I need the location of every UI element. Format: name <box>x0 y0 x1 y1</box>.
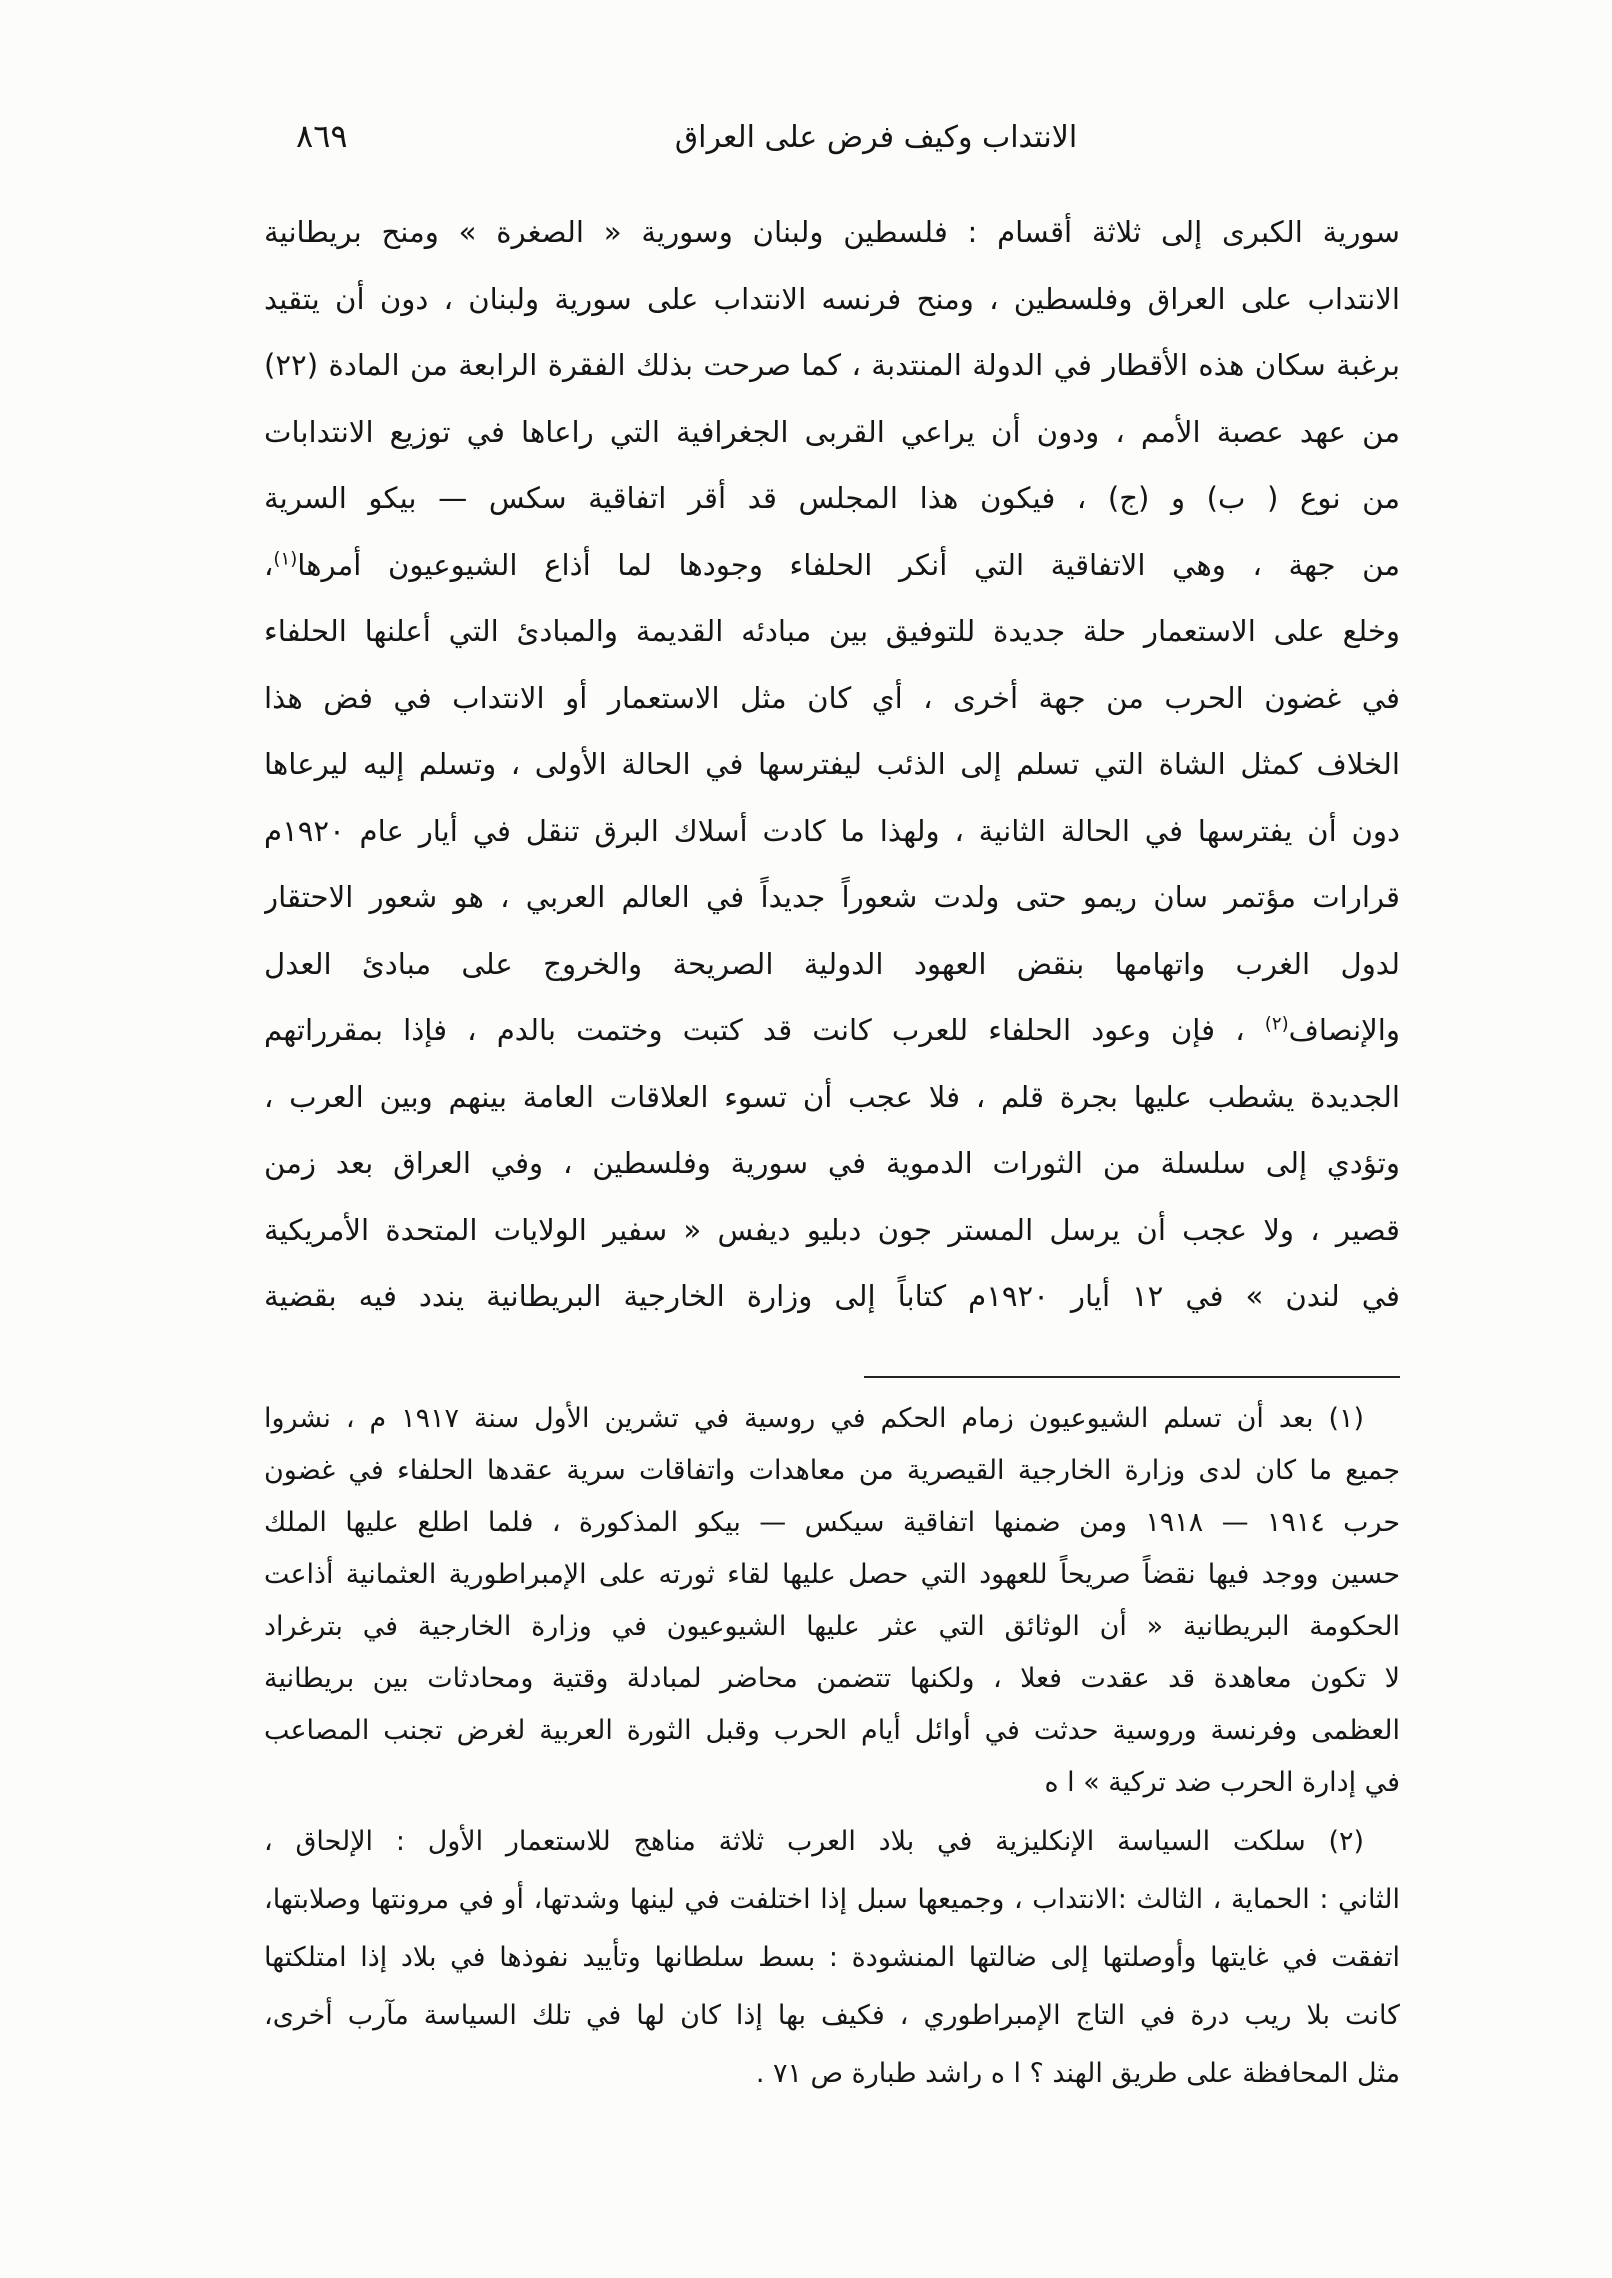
footnote-line-text: سلكت السياسة الإنكليزية في بلاد العرب ثلاثة مناهج للاستعمار الأول : الإلحاق ، <box>264 1826 1306 1857</box>
footnote-line: كانت بلا ريب درة في التاج الإمبراطوري ، فكيف بها إذا كان لها في تلك السياسة مآرب أخرى، <box>264 2000 1400 2031</box>
body-line: وتؤدي إلى سلسلة من الثورات الدموية في سورية وفلسطين ، وفي العراق بعد زمن <box>264 1146 1400 1180</box>
body-line-text: ، فإن وعود الحلفاء للعرب كانت قد كتبت وختمت بالدم ، فإذا بمقرراتهم <box>264 1013 1265 1047</box>
body-line: في غضون الحرب من جهة أخرى ، أي كان مثل الاستعمار أو الانتداب في فض هذا <box>264 680 1400 715</box>
footnote <box>264 1393 1400 1809</box>
body-line: الخلاف كمثل الشاة التي تسلم إلى الذئب ليفترسها في الحالة الأولى ، وتسلم إليه ليرعاها <box>264 747 1400 781</box>
body-line: من نوع ( ب) و (ج) ، فيكون هذا المجلس قد أقر اتفاقية سكس — بيكو السرية <box>264 481 1400 515</box>
footnote-line: حسين ووجد فيها نقضاً صريحاً للعهود التي حصل عليها لقاء ثورته على الإمبراطورية العثمانية أذاعت <box>264 1559 1400 1590</box>
footnote-marker: (١) <box>1328 1403 1364 1434</box>
body-line: الجديدة يشطب عليها بجرة قلم ، فلا عجب أن تسوء العلاقات العامة بينهم وبين العرب ، <box>264 1079 1400 1114</box>
running-head: الانتداب وكيف فرض على العراق <box>674 120 1078 155</box>
body-line: وخلع على الاستعمار حلة جديدة للتوفيق بين مبادئه القديمة والمبادئ التي أعلنها الحلفاء <box>264 614 1400 648</box>
footnote <box>264 1813 1400 2103</box>
body-line: برغبة سكان هذه الأقطار في الدولة المنتدبة ، كما صرحت بذلك الفقرة الرابعة من المادة (٢٢) <box>264 348 1400 382</box>
footnote-reference: (١) <box>273 547 298 569</box>
body-line: سورية الكبرى إلى ثلاثة أقسام : فلسطين ولبنان وسورية « الصغرة » ومنح بريطانية <box>264 215 1400 249</box>
body-line: في لندن » في ١٢ أيار ١٩٢٠م كتاباً إلى وزارة الخارجية البريطانية يندد فيه بقضية <box>264 1279 1400 1313</box>
footnote-marker: (٢) <box>1328 1826 1364 1857</box>
body-line: قرارات مؤتمر سان ريمو حتى ولدت شعوراً جديداً في العالم العربي ، هو شعور الاحتقار <box>264 880 1400 914</box>
body-line: من عهد عصبة الأمم ، ودون أن يراعي القربى الجغرافية التي راعاها في توزيع الانتدابات <box>264 414 1400 449</box>
footnote-reference: (٢) <box>1264 1013 1289 1035</box>
body-line: الانتداب على العراق وفلسطين ، ومنح فرنسه الانتداب على سورية ولبنان ، دون أن يتقيد <box>264 281 1400 316</box>
footnote-line: مثل المحافظة على طريق الهند ؟ ا ه راشد طبارة ص ٧١ . <box>755 2058 1400 2089</box>
page-number: ٨٦٩ <box>296 117 348 155</box>
body-line: قصير ، ولا عجب أن يرسل المستر جون دبليو ديفس « سفير الولايات المتحدة الأمريكية <box>264 1212 1400 1247</box>
footnote-line: العظمى وفرنسة وروسية حدثت في أوائل أيام الحرب وقبل الثورة العربية لغرض تجنب المصاعب <box>264 1715 1400 1746</box>
body-line-text: من جهة ، وهي الاتفاقية التي أنكر الحلفاء وجودها لما أذاع الشيوعيون أمرها <box>297 547 1400 582</box>
footnote-line-text: بعد أن تسلم الشيوعيون زمام الحكم في روسية في تشرين الأول سنة ١٩١٧ م ، نشروا <box>264 1403 1314 1434</box>
footnote-line: الثاني : الحماية ، الثالث :الانتداب ، وجميعها سبل إذا اختلفت في لينها وشدتها، أو في مرونتها وصلابتها، <box>264 1884 1400 1915</box>
footnote-line: حرب ١٩١٤ — ١٩١٨ ومن ضمنها اتفاقية سيكس — بيكو المذكورة ، فلما اطلع عليها الملك <box>264 1507 1400 1538</box>
body-line-text: والإنصاف <box>1288 1013 1400 1047</box>
footnote-line: لا تكون معاهدة قد عقدت فعلا ، ولكنها تتضمن محاضر لمبادلة وقتية ومحادثات بين بريطانية <box>264 1663 1400 1694</box>
body-line: دون أن يفترسها في الحالة الثانية ، ولهذا ما كادت أسلاك البرق تنقل في أيار عام ١٩٢٠م <box>264 813 1400 848</box>
footnote-line: جميع ما كان لدى وزارة الخارجية القيصرية من معاهدات واتفاقات سرية عقدها الحلفاء في غضون <box>264 1455 1400 1486</box>
body-text <box>264 199 1400 1330</box>
body-line-text: ، <box>264 547 274 582</box>
footnote-divider <box>864 1376 1400 1378</box>
footnote-line <box>264 1393 1400 1445</box>
body-line <box>264 997 1400 1064</box>
body-line <box>264 532 1400 599</box>
footnote-line: اتفقت في غايتها وأوصلتها إلى ضالتها المنشودة : بسط سلطانها وتأييد نفوذها في بلاد إذا امتلكتها <box>264 1942 1400 1973</box>
footnote-line: الحكومة البريطانية « أن الوثائق التي عثر عليها الشيوعيون في وزارة الخارجية في بترغراد <box>264 1611 1400 1642</box>
body-line: لدول الغرب واتهامها بنقض العهود الدولية الصريحة والخروج على مبادئ العدل <box>264 946 1400 981</box>
footnote-line <box>264 1813 1400 1871</box>
footnote-line: في إدارة الحرب ضد تركية » ا ه <box>1044 1767 1400 1798</box>
